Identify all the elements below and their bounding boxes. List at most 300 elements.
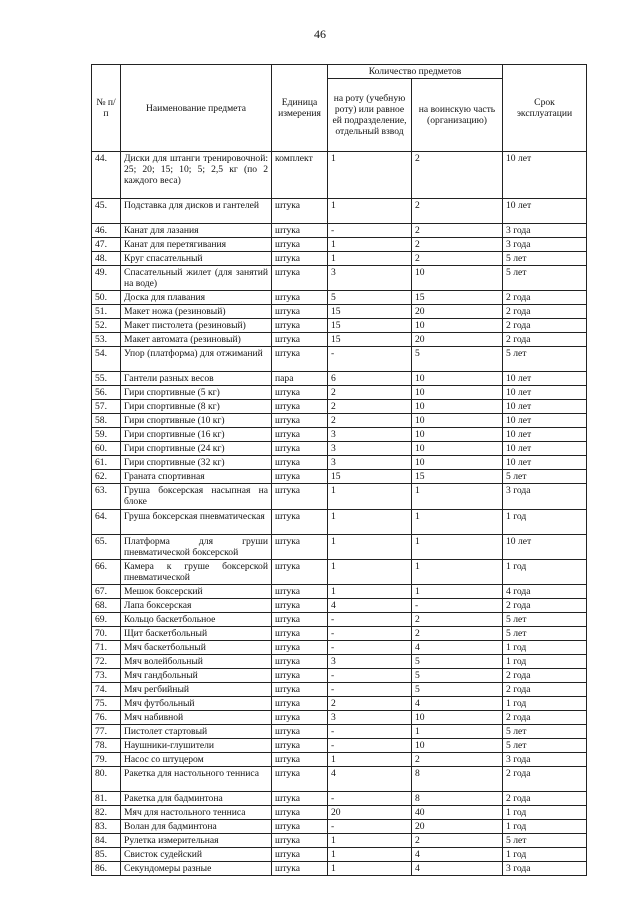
table-row <box>92 599 587 613</box>
cell-name: Гири спортивные (8 кг) <box>121 400 272 414</box>
cell-per-unit: 4 <box>412 848 503 862</box>
cell-term: 5 лет <box>503 347 587 372</box>
cell-num: 65. <box>92 535 121 560</box>
cell-per-unit: 4 <box>412 641 503 655</box>
cell-num: 63. <box>92 484 121 510</box>
cell-name: Спасательный жилет (для занятий на воде) <box>121 266 272 291</box>
cell-unit: штука <box>272 510 328 535</box>
table-row <box>92 711 587 725</box>
cell-name: Гири спортивные (16 кг) <box>121 428 272 442</box>
cell-per-company: - <box>328 669 412 683</box>
table-row <box>92 627 587 641</box>
table-row <box>92 767 587 792</box>
cell-name: Гантели разных весов <box>121 372 272 386</box>
cell-term: 3 года <box>503 484 587 510</box>
cell-unit: штука <box>272 224 328 238</box>
cell-term: 4 года <box>503 585 587 599</box>
cell-per-unit: 2 <box>412 753 503 767</box>
cell-term: 10 лет <box>503 152 587 199</box>
table-row <box>92 641 587 655</box>
cell-num: 79. <box>92 753 121 767</box>
table-row <box>92 753 587 767</box>
cell-term: 10 лет <box>503 535 587 560</box>
cell-unit: штука <box>272 725 328 739</box>
cell-unit: штука <box>272 456 328 470</box>
cell-per-unit: 1 <box>412 535 503 560</box>
cell-per-company: - <box>328 224 412 238</box>
cell-term: 10 лет <box>503 414 587 428</box>
table-row <box>92 386 587 400</box>
cell-unit: штука <box>272 669 328 683</box>
cell-per-unit: 10 <box>412 400 503 414</box>
cell-unit: штука <box>272 442 328 456</box>
header-term: Срок эксплуатации <box>503 65 587 152</box>
cell-name: Макет ножа (резиновый) <box>121 305 272 319</box>
cell-name: Мяч для настольного тенниса <box>121 806 272 820</box>
cell-per-company: 6 <box>328 372 412 386</box>
cell-num: 55. <box>92 372 121 386</box>
cell-name: Макет автомата (резиновый) <box>121 333 272 347</box>
cell-term: 2 года <box>503 669 587 683</box>
cell-num: 62. <box>92 470 121 484</box>
cell-num: 72. <box>92 655 121 669</box>
table-row <box>92 456 587 470</box>
cell-per-unit: 10 <box>412 266 503 291</box>
cell-num: 80. <box>92 767 121 792</box>
table-row <box>92 238 587 252</box>
cell-num: 64. <box>92 510 121 535</box>
cell-term: 2 года <box>503 291 587 305</box>
cell-num: 68. <box>92 599 121 613</box>
cell-num: 77. <box>92 725 121 739</box>
cell-unit: штука <box>272 484 328 510</box>
header-unit: Единица измерения <box>272 65 328 152</box>
cell-name: Мяч волейбольный <box>121 655 272 669</box>
cell-name: Мяч баскетбольный <box>121 641 272 655</box>
cell-per-company: 1 <box>328 510 412 535</box>
cell-term: 2 года <box>503 767 587 792</box>
cell-name: Ракетка для бадминтона <box>121 792 272 806</box>
cell-per-unit: 2 <box>412 613 503 627</box>
cell-unit: штука <box>272 792 328 806</box>
cell-unit: штука <box>272 470 328 484</box>
table-row <box>92 697 587 711</box>
cell-num: 74. <box>92 683 121 697</box>
cell-num: 56. <box>92 386 121 400</box>
cell-per-unit: 5 <box>412 683 503 697</box>
cell-unit: пара <box>272 372 328 386</box>
cell-per-company: - <box>328 627 412 641</box>
cell-name: Мяч гандбольный <box>121 669 272 683</box>
cell-per-unit: 10 <box>412 319 503 333</box>
cell-per-company: 1 <box>328 862 412 876</box>
header-name: Наименование предмета <box>121 65 272 152</box>
cell-name: Мяч регбийный <box>121 683 272 697</box>
cell-unit: штука <box>272 767 328 792</box>
cell-num: 76. <box>92 711 121 725</box>
cell-num: 49. <box>92 266 121 291</box>
page-number: 46 <box>314 27 326 41</box>
cell-unit: штука <box>272 862 328 876</box>
cell-per-company: - <box>328 725 412 739</box>
cell-per-unit: 5 <box>412 669 503 683</box>
table-row <box>92 470 587 484</box>
cell-num: 85. <box>92 848 121 862</box>
table-row <box>92 484 587 510</box>
cell-num: 69. <box>92 613 121 627</box>
cell-per-unit: 10 <box>412 711 503 725</box>
cell-per-unit: 15 <box>412 291 503 305</box>
cell-name: Канат для перетягивания <box>121 238 272 252</box>
table-row <box>92 347 587 372</box>
cell-unit: штука <box>272 655 328 669</box>
cell-term: 3 года <box>503 224 587 238</box>
table-row <box>92 739 587 753</box>
table-row <box>92 442 587 456</box>
cell-term: 5 лет <box>503 252 587 266</box>
cell-unit: комплект <box>272 152 328 199</box>
cell-per-unit: 15 <box>412 470 503 484</box>
cell-num: 83. <box>92 820 121 834</box>
cell-per-unit: 2 <box>412 834 503 848</box>
cell-name: Мяч футбольный <box>121 697 272 711</box>
cell-per-company: 2 <box>328 400 412 414</box>
equipment-table <box>91 64 587 876</box>
cell-num: 51. <box>92 305 121 319</box>
cell-per-company: 1 <box>328 199 412 224</box>
cell-unit: штука <box>272 585 328 599</box>
cell-per-company: - <box>328 739 412 753</box>
cell-term: 1 год <box>503 510 587 535</box>
cell-unit: штука <box>272 848 328 862</box>
cell-term: 2 года <box>503 333 587 347</box>
cell-per-company: 15 <box>328 333 412 347</box>
cell-per-unit: 10 <box>412 442 503 456</box>
cell-per-company: 3 <box>328 428 412 442</box>
cell-per-company: 1 <box>328 484 412 510</box>
cell-name: Канат для лазания <box>121 224 272 238</box>
cell-term: 10 лет <box>503 386 587 400</box>
cell-num: 46. <box>92 224 121 238</box>
cell-term: 1 год <box>503 697 587 711</box>
cell-num: 58. <box>92 414 121 428</box>
cell-unit: штука <box>272 697 328 711</box>
cell-term: 3 года <box>503 862 587 876</box>
cell-per-company: 1 <box>328 238 412 252</box>
cell-per-unit: 2 <box>412 238 503 252</box>
cell-unit: штука <box>272 319 328 333</box>
cell-name: Свисток судейский <box>121 848 272 862</box>
header-per-unit: на воинскую часть (организацию) <box>412 79 503 152</box>
cell-name: Мяч набивной <box>121 711 272 725</box>
cell-name: Доска для плавания <box>121 291 272 305</box>
cell-name: Упор (платформа) для отжиманий <box>121 347 272 372</box>
cell-num: 52. <box>92 319 121 333</box>
cell-num: 73. <box>92 669 121 683</box>
cell-term: 5 лет <box>503 266 587 291</box>
table-row <box>92 806 587 820</box>
cell-name: Гири спортивные (5 кг) <box>121 386 272 400</box>
cell-num: 44. <box>92 152 121 199</box>
cell-per-unit: 2 <box>412 199 503 224</box>
cell-unit: штука <box>272 305 328 319</box>
cell-per-unit: 4 <box>412 862 503 876</box>
table-row <box>92 414 587 428</box>
cell-term: 1 год <box>503 655 587 669</box>
cell-per-unit: 10 <box>412 386 503 400</box>
cell-term: 5 лет <box>503 834 587 848</box>
cell-unit: штука <box>272 627 328 641</box>
cell-term: 2 года <box>503 792 587 806</box>
table-row <box>92 199 587 224</box>
table-row <box>92 510 587 535</box>
cell-per-unit: 1 <box>412 560 503 585</box>
cell-name: Гири спортивные (24 кг) <box>121 442 272 456</box>
cell-per-company: - <box>328 347 412 372</box>
cell-unit: штука <box>272 641 328 655</box>
cell-unit: штука <box>272 834 328 848</box>
cell-per-company: 3 <box>328 655 412 669</box>
table-row <box>92 683 587 697</box>
cell-per-company: 3 <box>328 456 412 470</box>
cell-num: 54. <box>92 347 121 372</box>
cell-per-company: 2 <box>328 414 412 428</box>
table-row <box>92 319 587 333</box>
cell-num: 50. <box>92 291 121 305</box>
cell-unit: штука <box>272 400 328 414</box>
cell-term: 2 года <box>503 683 587 697</box>
cell-per-unit: 2 <box>412 252 503 266</box>
cell-term: 1 год <box>503 848 587 862</box>
cell-num: 59. <box>92 428 121 442</box>
cell-num: 66. <box>92 560 121 585</box>
cell-num: 60. <box>92 442 121 456</box>
cell-per-unit: 2 <box>412 627 503 641</box>
cell-per-unit: 10 <box>412 739 503 753</box>
cell-num: 81. <box>92 792 121 806</box>
cell-name: Рулетка измерительная <box>121 834 272 848</box>
cell-term: 5 лет <box>503 739 587 753</box>
cell-per-unit: 10 <box>412 456 503 470</box>
cell-name: Диски для штанги тренировочной: 25; 20; 15; 10; 5; 2,5 кг (по 2 каждого веса) <box>121 152 272 199</box>
cell-term: 3 года <box>503 238 587 252</box>
cell-term: 5 лет <box>503 613 587 627</box>
cell-per-company: 20 <box>328 806 412 820</box>
table-row <box>92 333 587 347</box>
cell-per-company: 15 <box>328 319 412 333</box>
table-row <box>92 560 587 585</box>
cell-unit: штука <box>272 753 328 767</box>
table-row <box>92 372 587 386</box>
cell-name: Камера к груше боксерской пневматической <box>121 560 272 585</box>
cell-unit: штука <box>272 820 328 834</box>
cell-name: Круг спасательный <box>121 252 272 266</box>
cell-term: 1 год <box>503 560 587 585</box>
cell-unit: штука <box>272 806 328 820</box>
cell-per-company: 4 <box>328 767 412 792</box>
cell-unit: штука <box>272 347 328 372</box>
cell-unit: штука <box>272 711 328 725</box>
cell-term: 10 лет <box>503 456 587 470</box>
cell-unit: штука <box>272 386 328 400</box>
table-row <box>92 792 587 806</box>
cell-per-company: 15 <box>328 470 412 484</box>
cell-per-company: 1 <box>328 535 412 560</box>
cell-name: Подставка для дисков и гантелей <box>121 199 272 224</box>
cell-per-company: 1 <box>328 585 412 599</box>
cell-per-company: - <box>328 792 412 806</box>
cell-name: Наушники-глушители <box>121 739 272 753</box>
cell-name: Секундомеры разные <box>121 862 272 876</box>
cell-name: Гири спортивные (10 кг) <box>121 414 272 428</box>
cell-per-company: 3 <box>328 266 412 291</box>
cell-per-unit: 2 <box>412 152 503 199</box>
cell-name: Граната спортивная <box>121 470 272 484</box>
cell-unit: штука <box>272 428 328 442</box>
cell-unit: штука <box>272 739 328 753</box>
cell-name: Груша боксерская пневматическая <box>121 510 272 535</box>
table-row <box>92 305 587 319</box>
cell-per-company: 5 <box>328 291 412 305</box>
cell-per-unit: 2 <box>412 224 503 238</box>
cell-num: 45. <box>92 199 121 224</box>
cell-num: 48. <box>92 252 121 266</box>
cell-term: 3 года <box>503 753 587 767</box>
cell-per-company: 1 <box>328 753 412 767</box>
cell-name: Волан для бадминтона <box>121 820 272 834</box>
cell-name: Ракетка для настольного тенниса <box>121 767 272 792</box>
cell-per-company: 1 <box>328 834 412 848</box>
cell-num: 53. <box>92 333 121 347</box>
cell-num: 82. <box>92 806 121 820</box>
cell-per-unit: 1 <box>412 585 503 599</box>
cell-per-company: 4 <box>328 599 412 613</box>
cell-unit: штука <box>272 683 328 697</box>
cell-per-unit: 1 <box>412 510 503 535</box>
cell-per-unit: - <box>412 599 503 613</box>
cell-name: Пистолет стартовый <box>121 725 272 739</box>
cell-name: Гири спортивные (32 кг) <box>121 456 272 470</box>
table-row <box>92 655 587 669</box>
table-header <box>92 65 587 152</box>
cell-per-company: - <box>328 641 412 655</box>
cell-unit: штука <box>272 199 328 224</box>
cell-per-unit: 10 <box>412 414 503 428</box>
cell-unit: штука <box>272 266 328 291</box>
cell-per-company: 1 <box>328 152 412 199</box>
cell-unit: штука <box>272 238 328 252</box>
cell-num: 70. <box>92 627 121 641</box>
cell-unit: штука <box>272 252 328 266</box>
cell-per-company: - <box>328 613 412 627</box>
cell-unit: штука <box>272 333 328 347</box>
cell-per-unit: 1 <box>412 725 503 739</box>
cell-term: 10 лет <box>503 442 587 456</box>
cell-per-company: - <box>328 683 412 697</box>
cell-per-unit: 1 <box>412 484 503 510</box>
cell-num: 75. <box>92 697 121 711</box>
table-row <box>92 266 587 291</box>
table-body <box>92 152 587 876</box>
cell-per-unit: 20 <box>412 333 503 347</box>
table-row <box>92 820 587 834</box>
cell-per-unit: 5 <box>412 655 503 669</box>
cell-term: 2 года <box>503 711 587 725</box>
table-row <box>92 224 587 238</box>
cell-term: 5 лет <box>503 725 587 739</box>
cell-num: 86. <box>92 862 121 876</box>
cell-term: 5 лет <box>503 627 587 641</box>
cell-unit: штука <box>272 613 328 627</box>
cell-term: 10 лет <box>503 400 587 414</box>
cell-term: 1 год <box>503 820 587 834</box>
cell-unit: штука <box>272 291 328 305</box>
cell-per-company: 1 <box>328 560 412 585</box>
cell-term: 2 года <box>503 599 587 613</box>
cell-num: 78. <box>92 739 121 753</box>
table-row <box>92 291 587 305</box>
cell-term: 10 лет <box>503 428 587 442</box>
table-row <box>92 400 587 414</box>
cell-unit: штука <box>272 560 328 585</box>
table-row <box>92 669 587 683</box>
table-row <box>92 535 587 560</box>
cell-num: 84. <box>92 834 121 848</box>
cell-name: Лапа боксерская <box>121 599 272 613</box>
cell-term: 10 лет <box>503 199 587 224</box>
header-per-company: на роту (учебную роту) или равное ей подразделение, отдельный взвод <box>328 79 412 152</box>
cell-unit: штука <box>272 599 328 613</box>
cell-per-company: 1 <box>328 848 412 862</box>
cell-name: Кольцо баскетбольное <box>121 613 272 627</box>
cell-num: 67. <box>92 585 121 599</box>
cell-name: Щит баскетбольный <box>121 627 272 641</box>
cell-per-unit: 40 <box>412 806 503 820</box>
cell-per-company: 1 <box>328 252 412 266</box>
cell-per-company: 15 <box>328 305 412 319</box>
cell-per-unit: 8 <box>412 767 503 792</box>
cell-term: 1 год <box>503 806 587 820</box>
table-row <box>92 428 587 442</box>
cell-per-unit: 4 <box>412 697 503 711</box>
cell-name: Макет пистолета (резиновый) <box>121 319 272 333</box>
cell-term: 10 лет <box>503 372 587 386</box>
table-row <box>92 152 587 199</box>
table-row <box>92 252 587 266</box>
cell-num: 61. <box>92 456 121 470</box>
cell-term: 2 года <box>503 305 587 319</box>
cell-name: Насос со штуцером <box>121 753 272 767</box>
cell-per-unit: 20 <box>412 305 503 319</box>
table-row <box>92 613 587 627</box>
cell-num: 47. <box>92 238 121 252</box>
cell-per-unit: 20 <box>412 820 503 834</box>
cell-term: 1 год <box>503 641 587 655</box>
cell-per-unit: 10 <box>412 372 503 386</box>
cell-per-unit: 8 <box>412 792 503 806</box>
cell-name: Платформа для груши пневматической боксерской <box>121 535 272 560</box>
cell-unit: штука <box>272 535 328 560</box>
cell-num: 57. <box>92 400 121 414</box>
cell-per-unit: 10 <box>412 428 503 442</box>
cell-name: Мешок боксерский <box>121 585 272 599</box>
table-row <box>92 725 587 739</box>
cell-per-company: 2 <box>328 386 412 400</box>
cell-unit: штука <box>272 414 328 428</box>
table-row <box>92 848 587 862</box>
cell-per-company: 3 <box>328 442 412 456</box>
cell-name: Груша боксерская насыпная на блоке <box>121 484 272 510</box>
